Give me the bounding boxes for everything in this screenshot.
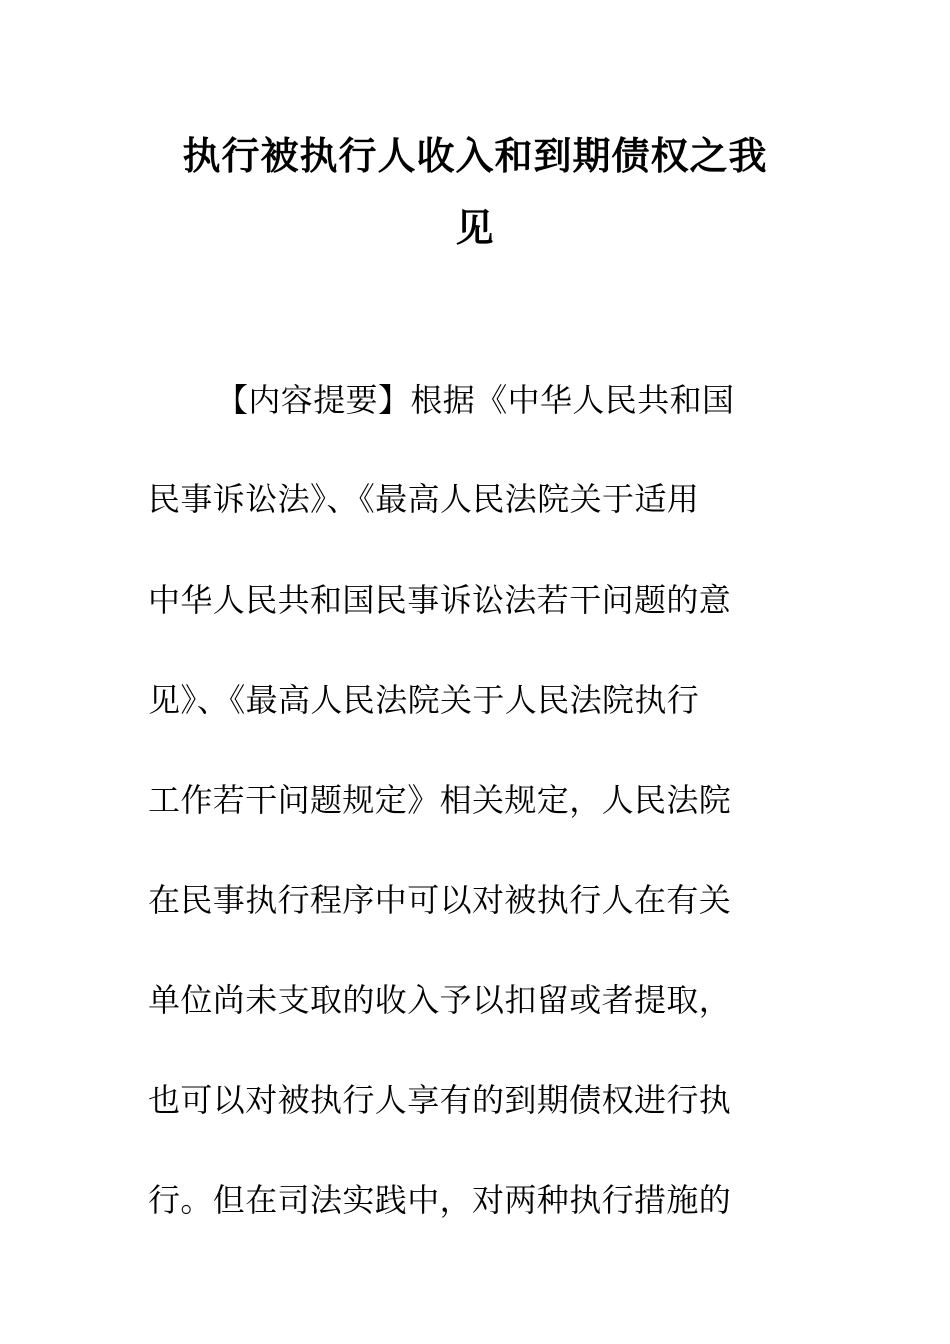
body-line-2: 民事诉讼法》、《最高人民法院关于适用	[148, 480, 700, 518]
body-line-9: 行。但在司法实践中，对两种执行措施的	[148, 1181, 732, 1219]
body-line-6: 在民事执行程序中可以对被执行人在有关	[148, 881, 732, 919]
body-line-7: 单位尚未支取的收入予以扣留或者提取，	[148, 981, 732, 1019]
body-line-4: 见》、《最高人民法院关于人民法院执行	[148, 681, 700, 719]
document-title-line-1: 执行被执行人收入和到期债权之我	[182, 133, 768, 178]
body-line-1: 【内容提要】根据《中华人民共和国	[216, 381, 735, 419]
body-line-3: 中华人民共和国民事诉讼法若干问题的意	[148, 581, 732, 619]
body-line-8: 也可以对被执行人享有的到期债权进行执	[148, 1081, 732, 1119]
body-line-5: 工作若干问题规定》相关规定，人民法院	[148, 781, 732, 819]
document-title-line-2: 见	[455, 205, 495, 250]
